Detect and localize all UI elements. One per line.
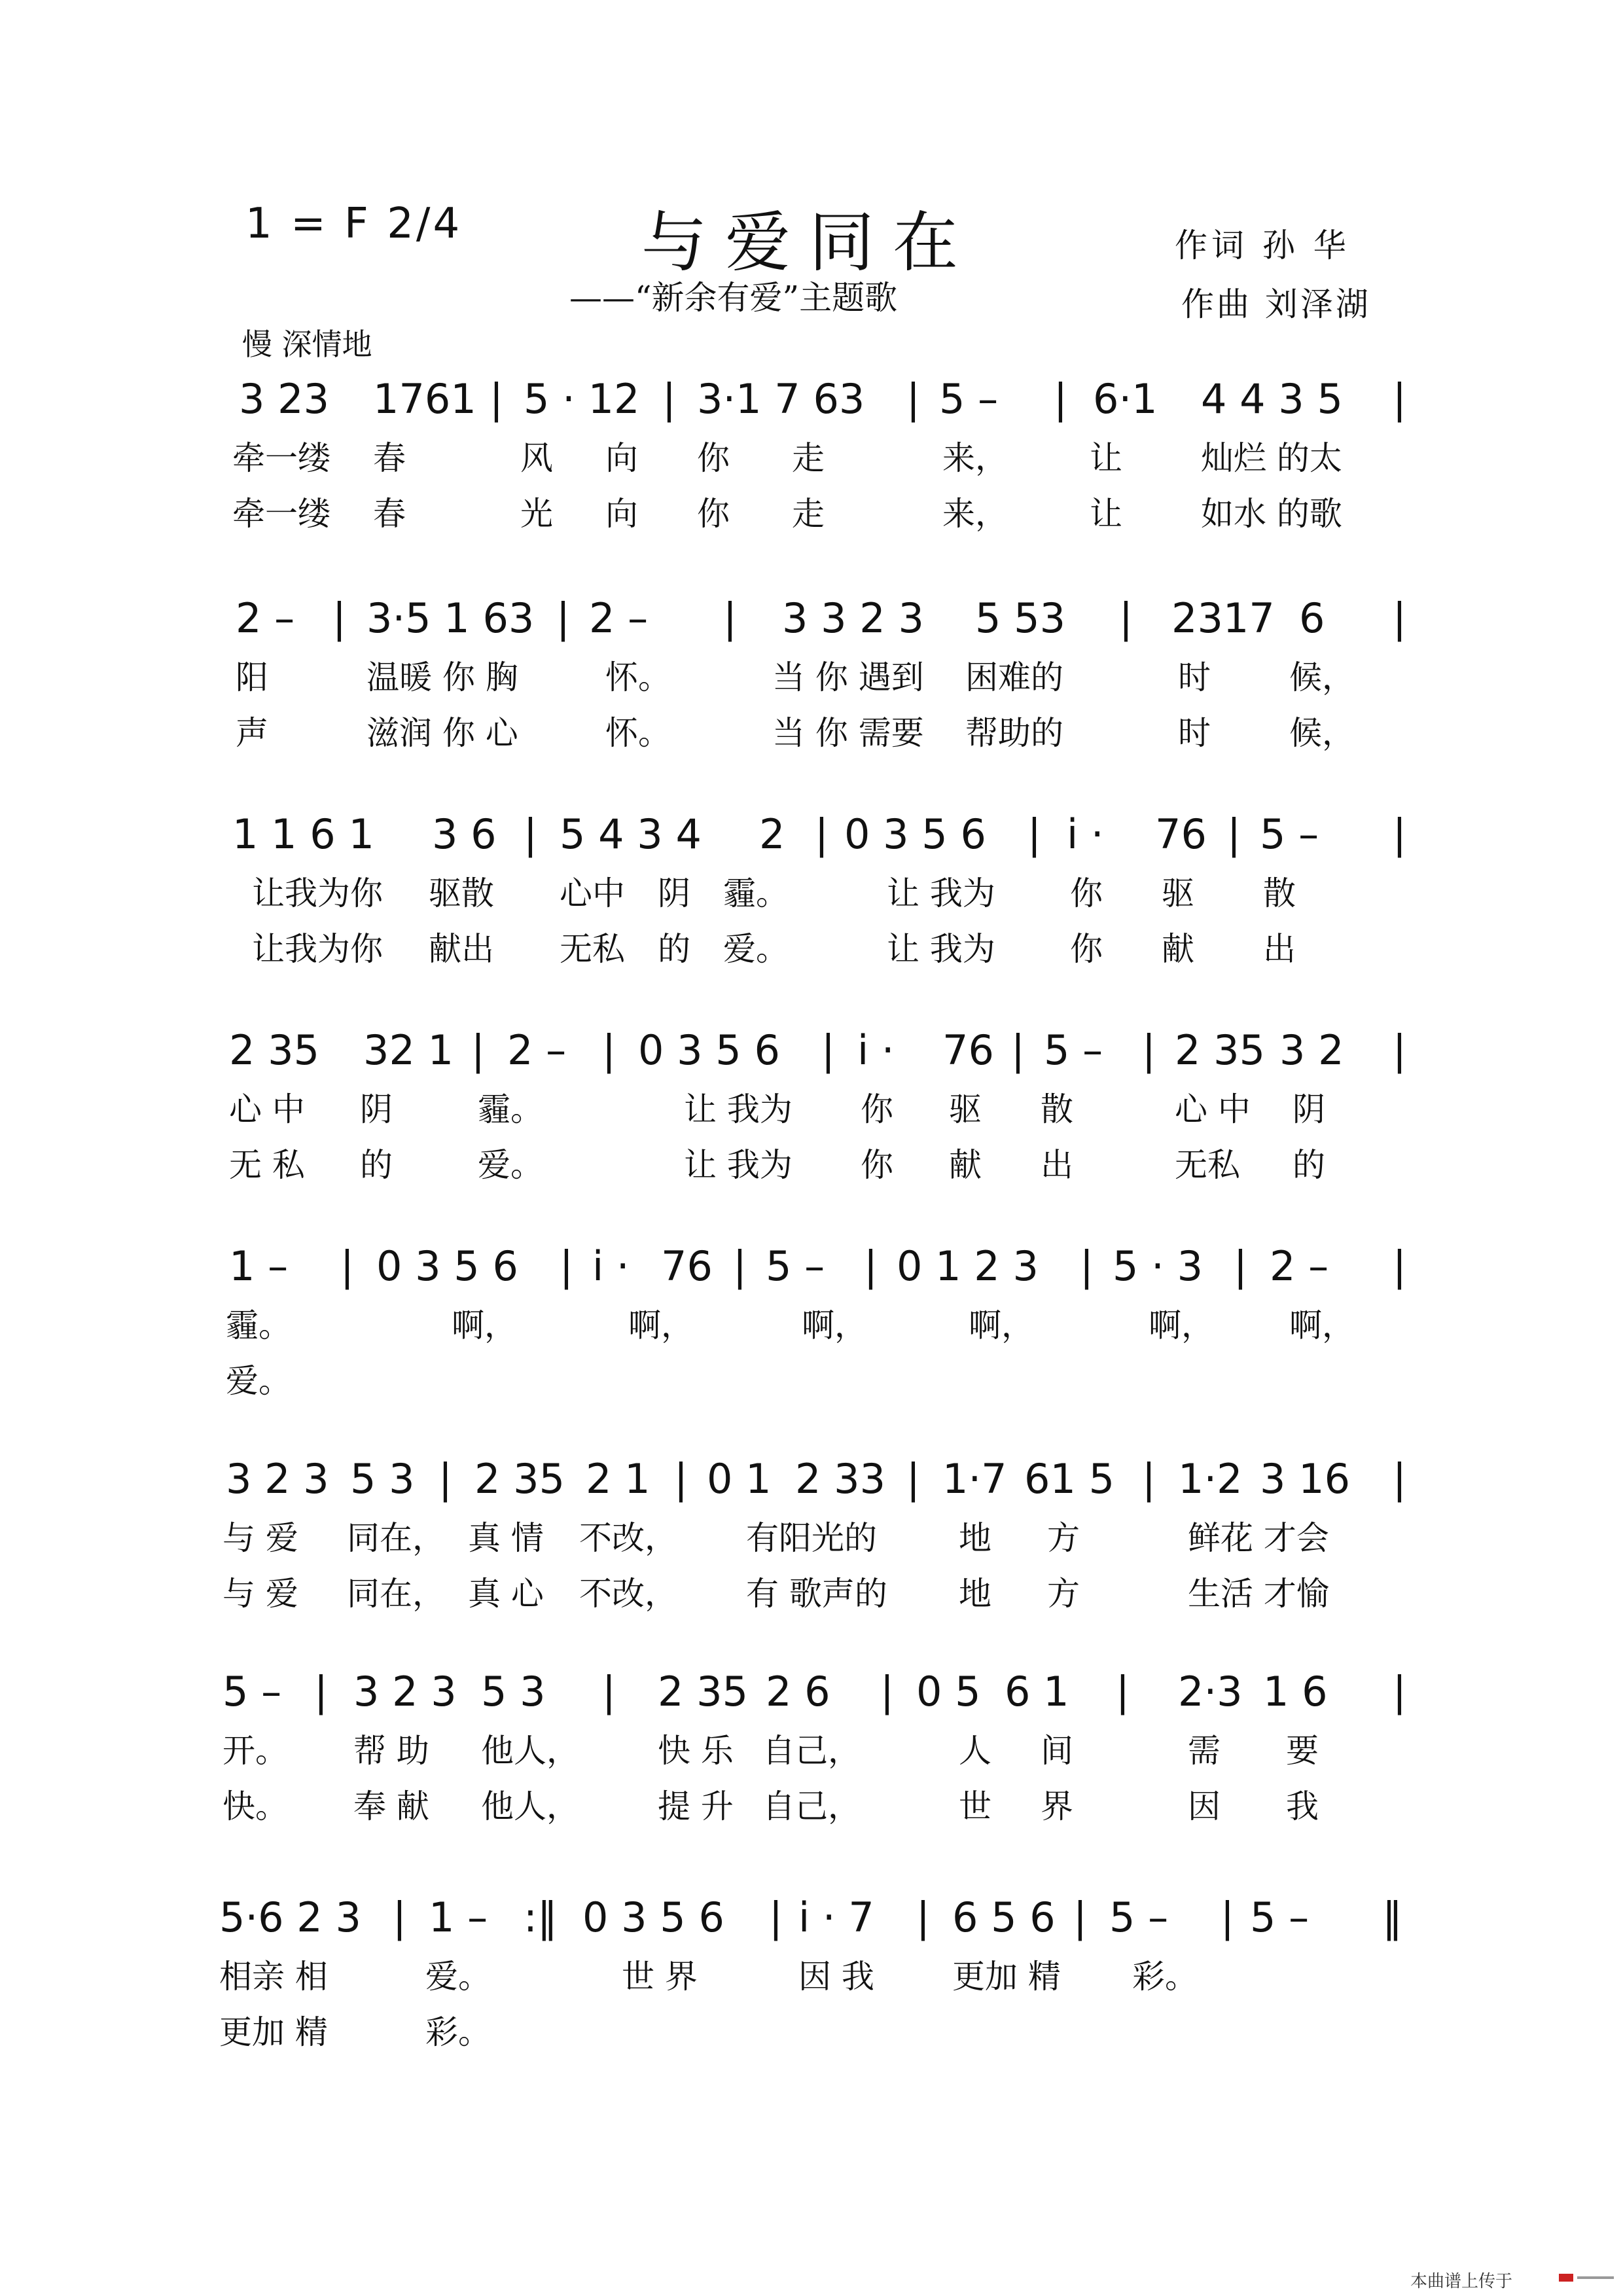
- barline: |: [662, 375, 676, 423]
- lyric-word: 当 你 需要: [772, 714, 924, 752]
- barline: |: [1393, 375, 1406, 423]
- note-group: 5 –: [1260, 810, 1319, 858]
- lyric-word: 无私: [1175, 1146, 1240, 1184]
- lyric-word: 让 我为: [887, 874, 995, 912]
- note-group: 0 3 5 6: [844, 810, 986, 858]
- lyric-word: 散: [1041, 1090, 1073, 1128]
- lyric-word: 的: [658, 930, 690, 968]
- repeat-barline: :‖: [524, 1893, 558, 1941]
- lyric-word: 你: [861, 1146, 893, 1184]
- lyric-word: 你: [697, 439, 730, 477]
- note-group: 4 4 3 5: [1201, 375, 1343, 423]
- notation-line: [0, 1014, 1623, 1086]
- lyric-word: 霾。: [478, 1090, 543, 1128]
- barline: |: [393, 1893, 406, 1941]
- lyric-word: 同在，: [347, 1519, 445, 1557]
- lyric-word: 他人，: [481, 1732, 579, 1770]
- note-group: 5 4 3 4: [560, 810, 702, 858]
- barline: |: [815, 810, 829, 858]
- barline: |: [490, 375, 503, 423]
- lyric-word: 让 我为: [887, 930, 995, 968]
- lyric-word: 光: [520, 495, 553, 533]
- score-system-4: [0, 1014, 1623, 1211]
- lyric-word: 因 我: [798, 1958, 874, 1996]
- barline: |: [880, 1668, 894, 1715]
- barline: |: [1027, 810, 1041, 858]
- lyric-word: 啊，: [1289, 1306, 1355, 1344]
- lyric-word: 世: [959, 1787, 991, 1825]
- notation-line: [0, 363, 1623, 435]
- lyric-word: 爱。: [478, 1146, 543, 1184]
- note-group: 3 23: [239, 375, 330, 423]
- tempo-marking: 慢 深情地: [242, 327, 372, 362]
- barline: |: [1393, 810, 1406, 858]
- lyric-word: 来，: [942, 439, 1008, 477]
- barline: |: [1234, 1242, 1247, 1290]
- lyric-word: 与 爱: [223, 1575, 298, 1613]
- lyric-word: 地: [959, 1519, 991, 1557]
- lyric-word: 灿烂 的太: [1201, 439, 1342, 477]
- score-system-6: [0, 1443, 1623, 1640]
- note-group: 3 16: [1260, 1455, 1351, 1503]
- note-group: 0 3 5 6: [376, 1242, 518, 1290]
- barline: |: [1221, 1893, 1234, 1941]
- note-group: 32 1: [363, 1026, 454, 1074]
- lyric-word: 你: [1070, 874, 1103, 912]
- barline: |: [1393, 594, 1406, 642]
- lyric-word: 有 歌声的: [746, 1575, 887, 1613]
- key-signature: 1 = F 2/4: [245, 200, 463, 248]
- notation-line: [0, 1230, 1623, 1302]
- lyric-word: 生活 才愉: [1188, 1575, 1329, 1613]
- lyric-verse-1: [0, 1954, 1623, 2000]
- note-group: i ·: [592, 1242, 630, 1290]
- song-title: 与爱同在: [641, 204, 976, 281]
- lyric-word: 候，: [1289, 714, 1355, 752]
- note-group: 5 –: [1250, 1893, 1310, 1941]
- lyric-word: 献出: [429, 930, 494, 968]
- barline: |: [906, 1455, 920, 1503]
- note-group: i ·: [857, 1026, 895, 1074]
- barline: |: [332, 594, 346, 642]
- note-group: 3 2 3: [226, 1455, 329, 1503]
- notation-line: [0, 798, 1623, 870]
- lyric-word: 让: [1090, 495, 1122, 533]
- note-group: 2 6: [766, 1668, 830, 1715]
- lyric-word: 心 中: [1175, 1090, 1251, 1128]
- barline: |: [1080, 1242, 1094, 1290]
- note-group: 5 · 3: [1113, 1242, 1204, 1290]
- lyric-word: 心 中: [229, 1090, 305, 1128]
- lyric-word: 鲜花 才会: [1188, 1519, 1329, 1557]
- barline: |: [916, 1893, 930, 1941]
- barline: |: [524, 810, 537, 858]
- note-group: 1761: [373, 375, 476, 423]
- lyric-verse-2: [0, 2009, 1623, 2055]
- barline: |: [1142, 1026, 1156, 1074]
- note-group: 2 33: [795, 1455, 886, 1503]
- note-group: 0 3 5 6: [638, 1026, 780, 1074]
- score-system-1: [0, 363, 1623, 560]
- note-group: i · 7: [798, 1893, 874, 1941]
- lyric-word: 向: [605, 495, 638, 533]
- lyric-word: 献: [949, 1146, 982, 1184]
- lyric-word: 走: [792, 439, 825, 477]
- notation-line: [0, 1656, 1623, 1728]
- note-group: 2 35: [229, 1026, 320, 1074]
- lyric-verse-1: [0, 655, 1623, 700]
- lyric-word: 你: [697, 495, 730, 533]
- note-group: 2 –: [589, 594, 649, 642]
- barline: |: [1011, 1026, 1025, 1074]
- lyric-word: 方: [1047, 1575, 1080, 1613]
- notation-line: [0, 583, 1623, 655]
- note-group: 3 2: [1279, 1026, 1344, 1074]
- note-group: 2 –: [507, 1026, 567, 1074]
- note-group: 5 3: [481, 1668, 546, 1715]
- lyric-word: 让我为你: [252, 874, 383, 912]
- note-group: 1 6: [1263, 1668, 1328, 1715]
- note-group: 5 3: [350, 1455, 415, 1503]
- lyric-word: 时: [1178, 714, 1211, 752]
- note-group: 1·2: [1178, 1455, 1243, 1503]
- upload-footer: 本曲谱上传于: [1410, 2272, 1513, 2291]
- note-group: 0 1 2 3: [897, 1242, 1039, 1290]
- lyric-word: 间: [1041, 1732, 1073, 1770]
- barline: |: [602, 1026, 616, 1074]
- lyric-word: 风: [520, 439, 553, 477]
- barline: |: [602, 1668, 616, 1715]
- note-group: 0 5: [916, 1668, 981, 1715]
- barline: |: [1227, 810, 1241, 858]
- lyric-word: 献: [1162, 930, 1194, 968]
- lyric-word: 当 你 遇到: [772, 658, 924, 696]
- lyric-word: 不改，: [579, 1575, 677, 1613]
- barline: |: [821, 1026, 835, 1074]
- lyric-word: 世 界: [622, 1958, 698, 1996]
- lyric-verse-2: [0, 926, 1623, 972]
- lyric-word: 牵一缕: [232, 495, 330, 533]
- lyric-word: 啊，: [452, 1306, 517, 1344]
- lyric-word: 帮助的: [965, 714, 1063, 752]
- note-group: 3·5 1 63: [366, 594, 535, 642]
- lyricist-credit: 作词 孙 华: [1175, 226, 1350, 264]
- lyric-verse-1: [0, 1728, 1623, 1774]
- note-group: 5 53: [975, 594, 1066, 642]
- barline: |: [556, 594, 570, 642]
- barline: |: [723, 594, 737, 642]
- note-group: 3 6: [432, 810, 497, 858]
- note-group: 76: [942, 1026, 994, 1074]
- lyric-word: 需: [1188, 1732, 1221, 1770]
- lyric-word: 驱散: [429, 874, 494, 912]
- lyric-verse-2: [0, 1358, 1623, 1404]
- lyric-word: 阳: [236, 658, 268, 696]
- note-group: 76: [661, 1242, 713, 1290]
- barline: |: [1393, 1242, 1406, 1290]
- lyric-word: 奉 献: [353, 1787, 429, 1825]
- lyric-word: 温暖 你 胸: [366, 658, 518, 696]
- lyric-word: 滋润 你 心: [366, 714, 518, 752]
- composer-credit: 作曲 刘泽湖: [1181, 285, 1371, 323]
- lyric-word: 爱。: [425, 1958, 491, 1996]
- lyric-word: 你: [1070, 930, 1103, 968]
- note-group: 3 2 3: [353, 1668, 457, 1715]
- lyric-word: 更加 精: [952, 1958, 1061, 1996]
- lyric-word: 帮 助: [353, 1732, 429, 1770]
- lyric-word: 走: [792, 495, 825, 533]
- lyric-word: 人: [959, 1732, 991, 1770]
- lyric-word: 开。: [223, 1732, 288, 1770]
- score-system-2: [0, 583, 1623, 779]
- lyric-word: 出: [1263, 930, 1296, 968]
- barline: |: [769, 1893, 783, 1941]
- lyric-word: 更加 精: [219, 2013, 328, 2051]
- lyric-word: 不改，: [579, 1519, 677, 1557]
- score-system-7: [0, 1656, 1623, 1852]
- lyric-word: 的: [360, 1146, 393, 1184]
- lyric-word: 与 爱: [223, 1519, 298, 1557]
- note-group: 3·1 7 63: [697, 375, 865, 423]
- lyric-word: 方: [1047, 1519, 1080, 1557]
- lyric-word: 向: [605, 439, 638, 477]
- lyric-word: 无 私: [229, 1146, 305, 1184]
- lyric-word: 候，: [1289, 658, 1355, 696]
- score-system-8: [0, 1882, 1623, 2078]
- lyric-word: 彩。: [425, 2013, 491, 2051]
- lyric-verse-2: [0, 1571, 1623, 1617]
- notation-line: [0, 1443, 1623, 1515]
- final-barline: ‖: [1382, 1893, 1402, 1941]
- lyric-word: 霾。: [226, 1306, 291, 1344]
- lyric-word: 霾。: [723, 874, 789, 912]
- barline: |: [560, 1242, 573, 1290]
- barline: |: [314, 1668, 328, 1715]
- note-group: 2 –: [1270, 1242, 1329, 1290]
- lyric-word: 界: [1041, 1787, 1073, 1825]
- barline: |: [1073, 1893, 1087, 1941]
- note-group: 2 35: [658, 1668, 749, 1715]
- lyric-word: 让: [1090, 439, 1122, 477]
- lyric-word: 快。: [223, 1787, 288, 1825]
- lyric-word: 怀。: [605, 714, 671, 752]
- note-group: 5 –: [1109, 1893, 1169, 1941]
- barline: |: [340, 1242, 354, 1290]
- note-group: 76: [1155, 810, 1207, 858]
- lyric-word: 真 情: [468, 1519, 544, 1557]
- lyric-word: 啊，: [802, 1306, 867, 1344]
- lyric-verse-2: [0, 1784, 1623, 1829]
- barline: |: [906, 375, 920, 423]
- note-group: 1·7: [942, 1455, 1007, 1503]
- lyric-word: 怀。: [605, 658, 671, 696]
- note-group: 6 5 6: [952, 1893, 1056, 1941]
- barline: |: [1393, 1026, 1406, 1074]
- lyric-word: 啊，: [628, 1306, 694, 1344]
- lyric-word: 阴: [360, 1090, 393, 1128]
- note-group: 3 3 2 3: [782, 594, 924, 642]
- lyric-word: 因: [1188, 1787, 1221, 1825]
- barline: |: [674, 1455, 688, 1503]
- lyric-word: 地: [959, 1575, 991, 1613]
- lyric-word: 要: [1286, 1732, 1319, 1770]
- lyric-word: 让我为你: [252, 930, 383, 968]
- note-group: 5 –: [223, 1668, 282, 1715]
- lyric-word: 的: [1293, 1146, 1325, 1184]
- site-logo-icon: [1558, 2271, 1616, 2284]
- note-group: 0 1: [707, 1455, 772, 1503]
- lyric-word: 困难的: [965, 658, 1063, 696]
- lyric-word: 如水 的歌: [1201, 495, 1342, 533]
- lyric-word: 爱。: [226, 1362, 291, 1400]
- lyric-verse-1: [0, 870, 1623, 916]
- lyric-word: 有阳光的: [746, 1519, 877, 1557]
- lyric-word: 心中: [560, 874, 625, 912]
- lyric-word: 相亲 相: [219, 1958, 328, 1996]
- note-group: 2 –: [236, 594, 295, 642]
- note-group: 5 –: [1044, 1026, 1103, 1074]
- lyric-word: 啊，: [969, 1306, 1034, 1344]
- note-group: 1 1 6 1: [232, 810, 374, 858]
- barline: |: [1119, 594, 1133, 642]
- note-group: 6·1: [1093, 375, 1158, 423]
- note-group: 1 –: [429, 1893, 488, 1941]
- lyric-verse-1: [0, 435, 1623, 481]
- barline: |: [438, 1455, 452, 1503]
- note-group: 5 –: [939, 375, 999, 423]
- note-group: 5 · 12: [524, 375, 640, 423]
- note-group: 1 –: [229, 1242, 289, 1290]
- lyric-word: 自己，: [762, 1787, 861, 1825]
- barline: |: [1116, 1668, 1130, 1715]
- note-group: 2 1: [586, 1455, 651, 1503]
- note-group: 6: [1299, 594, 1325, 642]
- lyric-verse-2: [0, 491, 1623, 537]
- lyric-word: 声: [236, 714, 268, 752]
- note-group: 6 1: [1005, 1668, 1069, 1715]
- lyric-word: 来，: [942, 495, 1008, 533]
- lyric-word: 无私: [560, 930, 625, 968]
- note-group: 2: [759, 810, 785, 858]
- notation-line: [0, 1882, 1623, 1954]
- lyric-word: 春: [373, 439, 406, 477]
- lyric-word: 让 我为: [684, 1090, 793, 1128]
- lyric-verse-1: [0, 1302, 1623, 1348]
- lyric-verse-1: [0, 1515, 1623, 1561]
- lyric-verse-2: [0, 710, 1623, 756]
- barline: |: [1393, 1668, 1406, 1715]
- note-group: 61 5: [1024, 1455, 1115, 1503]
- lyric-word: 彩。: [1132, 1958, 1198, 1996]
- note-group: i ·: [1067, 810, 1104, 858]
- lyric-word: 自己，: [762, 1732, 861, 1770]
- lyric-word: 同在，: [347, 1575, 445, 1613]
- lyric-word: 啊，: [1149, 1306, 1214, 1344]
- lyric-word: 真 心: [468, 1575, 544, 1613]
- barline: |: [471, 1026, 485, 1074]
- note-group: 2·3: [1178, 1668, 1243, 1715]
- lyric-word: 春: [373, 495, 406, 533]
- lyric-word: 提 升: [658, 1787, 734, 1825]
- barline: |: [864, 1242, 878, 1290]
- lyric-word: 阴: [1293, 1090, 1325, 1128]
- note-group: 2 35: [474, 1455, 565, 1503]
- note-group: 2 35: [1175, 1026, 1266, 1074]
- note-group: 0 3 5 6: [582, 1893, 724, 1941]
- lyric-word: 驱: [1162, 874, 1194, 912]
- lyric-word: 阴: [658, 874, 690, 912]
- lyric-word: 散: [1263, 874, 1296, 912]
- score-system-5: [0, 1230, 1623, 1427]
- song-subtitle: ——“新余有爱”主题歌: [569, 279, 898, 317]
- lyric-word: 他人，: [481, 1787, 579, 1825]
- lyric-word: 爱。: [723, 930, 789, 968]
- lyric-word: 时: [1178, 658, 1211, 696]
- lyric-word: 快 乐: [658, 1732, 734, 1770]
- note-group: 5 –: [766, 1242, 825, 1290]
- barline: |: [1393, 1455, 1406, 1503]
- barline: |: [1142, 1455, 1156, 1503]
- lyric-verse-2: [0, 1142, 1623, 1188]
- lyric-word: 牵一缕: [232, 439, 330, 477]
- lyric-word: 让 我为: [684, 1146, 793, 1184]
- lyric-word: 出: [1041, 1146, 1073, 1184]
- lyric-verse-1: [0, 1086, 1623, 1132]
- note-group: 5·6 2 3: [219, 1893, 361, 1941]
- lyric-word: 驱: [949, 1090, 982, 1128]
- barline: |: [733, 1242, 747, 1290]
- barline: |: [1054, 375, 1067, 423]
- note-group: 2317: [1171, 594, 1275, 642]
- lyric-word: 我: [1286, 1787, 1319, 1825]
- score-system-3: [0, 798, 1623, 995]
- lyric-word: 你: [861, 1090, 893, 1128]
